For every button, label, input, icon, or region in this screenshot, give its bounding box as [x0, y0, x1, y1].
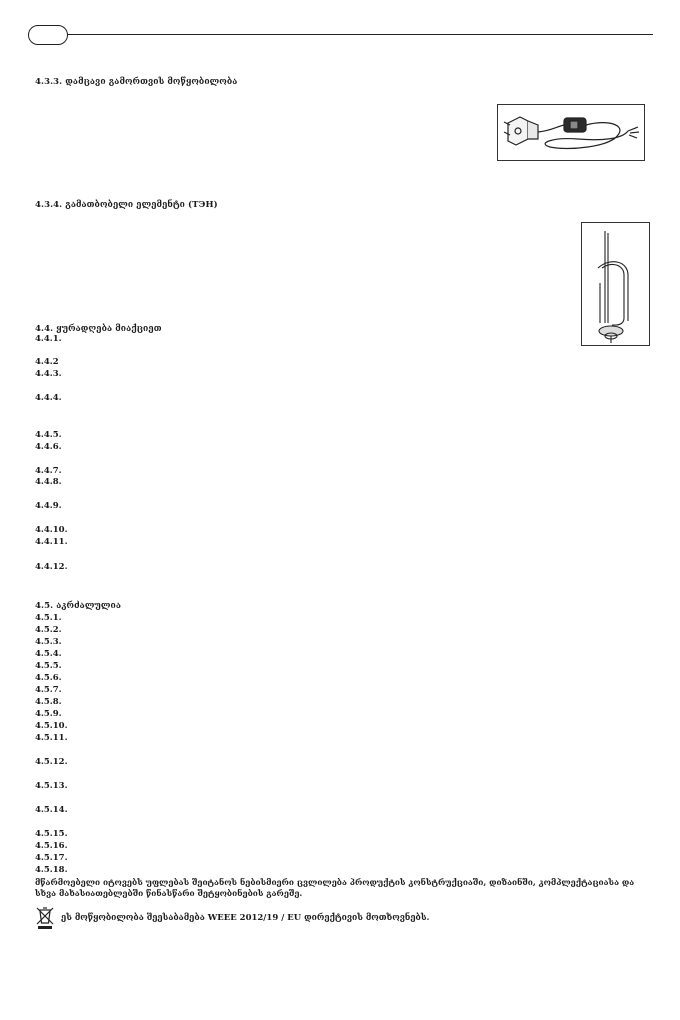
weee-compliance-text: ეს მოწყობილობა შეესაბამება WEEE 2012/19 / EU დირექტივის მოთხოვნებს.: [61, 913, 430, 923]
item-4-5-6: 4.5.6.: [35, 673, 62, 683]
item-4-5-7: 4.5.7.: [35, 685, 62, 695]
item-4-4-1: 4.4.1.: [35, 334, 62, 344]
item-4-5-13: 4.5.13.: [35, 781, 68, 791]
item-4-5-10: 4.5.10.: [35, 721, 68, 731]
item-4-4-7: 4.4.7.: [35, 466, 62, 476]
header-rule: [67, 34, 653, 35]
crossed-bin-icon: [35, 906, 55, 930]
section-4-4-heading: 4.4. ყურადღება მიაქციეთ: [35, 324, 162, 334]
manufacturer-note: მწარმოებელი იტოვებს უფლებას შეიტანოს ნებისმიერი ცვლილება პროდუქტის კონსტრუქციაში, დიზაინში, კომპლექტაციასა და სხვა მახასიათებლებში წინასწარი შეტყობინების გარეშე.: [35, 877, 635, 898]
item-4-5-5: 4.5.5.: [35, 661, 62, 671]
item-4-5-3: 4.5.3.: [35, 637, 62, 647]
item-4-5-9: 4.5.9.: [35, 709, 62, 719]
heating-element-icon: [581, 222, 650, 346]
item-4-4-12: 4.4.12.: [35, 562, 68, 572]
item-4-4-4: 4.4.4.: [35, 393, 62, 403]
item-4-4-10: 4.4.10.: [35, 525, 68, 535]
section-4-5-heading: 4.5. აკრძალულია: [35, 601, 122, 611]
page-number-tab: [28, 25, 68, 45]
item-4-5-12: 4.5.12.: [35, 757, 68, 767]
item-4-5-14: 4.5.14.: [35, 805, 68, 815]
item-4-4-5: 4.4.5.: [35, 430, 62, 440]
section-4-3-3-heading: 4.3.3. დამცავი გამორთვის მოწყობილობა: [35, 77, 238, 87]
plug-cable-with-rcd-icon: [497, 104, 645, 161]
item-4-5-16: 4.5.16.: [35, 841, 68, 851]
item-4-5-8: 4.5.8.: [35, 697, 62, 707]
item-4-4-6: 4.4.6.: [35, 442, 62, 452]
item-4-5-4: 4.5.4.: [35, 649, 62, 659]
item-4-4-9: 4.4.9.: [35, 501, 62, 511]
section-4-3-4-heading: 4.3.4. გამათბობელი ელემენტი (ТЭН): [35, 200, 218, 210]
item-4-5-1: 4.5.1.: [35, 613, 62, 623]
item-4-5-11: 4.5.11.: [35, 733, 68, 743]
item-4-5-15: 4.5.15.: [35, 829, 68, 839]
item-4-5-2: 4.5.2.: [35, 625, 62, 635]
item-4-4-11: 4.4.11.: [35, 537, 68, 547]
item-4-5-18: 4.5.18.: [35, 865, 68, 875]
item-4-5-17: 4.5.17.: [35, 853, 68, 863]
item-4-4-3: 4.4.3.: [35, 369, 62, 379]
item-4-4-2: 4.4.2: [35, 357, 59, 367]
item-4-4-8: 4.4.8.: [35, 477, 62, 487]
